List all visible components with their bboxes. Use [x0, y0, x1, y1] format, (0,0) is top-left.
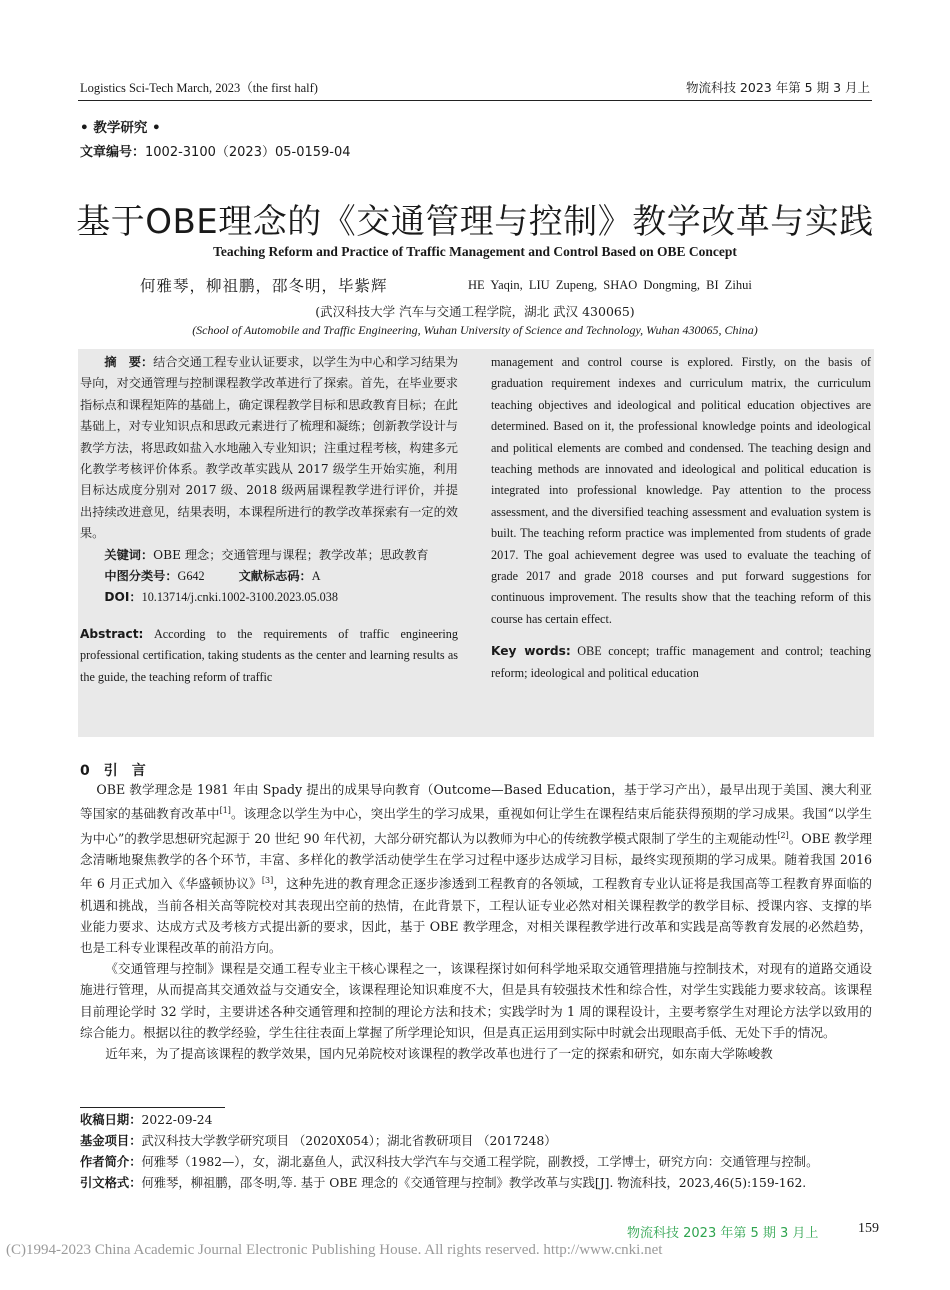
keywords-cn: 关键词：OBE 理念；交通管理与课程；教学改革；思政教育: [104, 547, 429, 562]
paper-title-en: Teaching Reform and Practice of Traffic Management and Control Based on OBE Concept: [213, 244, 737, 259]
paper-title: 基于OBE理念的《交通管理与控制》教学改革与实践: [76, 202, 874, 242]
authors-en: HE Yaqin, LIU Zupeng, SHAO Dongming, BI Zihui: [468, 278, 752, 292]
abstract-en-cont: management and control course is explored. Firstly, on the basis of graduation requirement indexes and curriculum matrix, the curriculum teaching objectives and ideological and political education objectives are determined. Based on it, the professional knowledge points and ideological and political elements are combed and condensed. The teaching design and teaching methods are innovated and ideological and political education is integrated into professional knowledge. Pay attention to the process assessment, and the diversified teaching assessment and evaluation system is built. The teaching reform practice was implemented from students of grade 2017. The goal achievement degree was used to evaluate the teaching of grade 2017 and grade 2018 courses and put forward suggestions for continuous improvement. The results show that the teaching reform of this course has certain effect.: [491, 355, 871, 626]
footer-journal: 物流科技 2023 年第 5 期 3 月上: [627, 1226, 819, 1241]
paragraph-1: OBE 教学理念是 1981 年由 Spady 提出的成果导向教育（Outcome—Based Education，基于学习产出），最早出现于美国、澳大利亚等国家的基础教育改革中[1]。该理念以学生为中心，突出学生的学习成果，重视如何让学生在课程结束后能获得预期的学习成果。我国“以学生为中心”的教学思想研究起源于 20 世纪 90 年代初，大部分研究都认为以教师为中心的传统教学模式限制了学生的主观能动性[2]。OBE 教学理念清晰地聚焦教学的各个环节，丰富、多样化的教学活动使学生在学习过程中逐步达成学习目标，最终实现预期的学习成果。随着我国 2016 年 6 月正式加入《华盛顿协议》[3]，这种先进的教育理念正逐步渗透到工程教育的各领域，工程教育专业认证将是我国高等工程教育界面临的机遇和挑战，当前各相关高等院校对其表现出空前的热情，在此背景下，工程认证专业必然对相关课程教学的教学目标、授课内容、支撑的毕业能力要求、达成方式及考核方式提出新的要求，因此，基于 OBE 教学理念，对相关课程教学进行改革和实践是高等教育发展的必然趋势，也是工科专业课程改革的前沿方向。: [80, 782, 872, 955]
section-heading: 0 引 言: [80, 763, 146, 779]
abstract-right-column: [491, 352, 871, 684]
footnotes: [80, 1107, 872, 1194]
abstract-en-start: Abstract: According to the requirements of traffic engineering professional certification, taking students as the center and learning results as the guide, the teaching reform of traffic: [80, 626, 458, 684]
fund-info: 基金项目：武汉科技大学教学研究项目 （2020X054）；湖北省教研项目 （2017248）: [80, 1134, 557, 1148]
received-date: 收稿日期：2022-09-24: [80, 1113, 213, 1127]
classification: 中图分类号：G642 文献标志码：A: [104, 569, 321, 584]
author-bio: 作者简介：何雅琴（1982—），女，湖北嘉鱼人，武汉科技大学汽车与交通工程学院，副教授，工学博士，研究方向：交通管理与控制。: [80, 1155, 819, 1169]
copyright-line: (C)1994-2023 China Academic Journal Electronic Publishing House. All rights reserved. http://www.cnki.net: [6, 1242, 663, 1258]
paragraph-3: 近年来，为了提高该课程的教学效果，国内兄弟院校对该课程的教学改革也进行了一定的探索和研究，如东南大学陈峻教: [105, 1046, 773, 1061]
authors-cn: 何雅琴，柳祖鹏，邵冬明，毕紫辉: [140, 277, 388, 295]
header-rule: [78, 100, 872, 101]
keywords-en: Key words: OBE concept; traffic management and control; teaching reform; ideological and political education: [491, 644, 871, 680]
citation-format: 引文格式：何雅琴，柳祖鹏，邵冬明,等. 基于 OBE 理念的《交通管理与控制》教学改革与实践[J]. 物流科技，2023,46(5):159-162.: [80, 1176, 807, 1190]
running-header-right: 物流科技 2023 年第 5 期 3 月上: [685, 80, 870, 95]
abstract-left-column: [80, 352, 458, 688]
abstract-cn: 摘 要：结合交通工程专业认证要求，以学生为中心和学习结果为导向，对交通管理与控制课程教学改革进行了探索。首先，在毕业要求指标点和课程矩阵的基础上，确定课程教学目标和思政教育目标；在此基础上，对专业知识点和思政元素进行了梳理和凝练；创新教学设计与教学方法，将思政如盐入水地融入专业知识；注重过程考核，构建多元化教学考核评价体系。教学改革实践从 2017 级学生开始实施，利用目标达成度分别对 2017 级、2018 级两届课程教学进行评价，并提出持续改进意见，结果表明，本课程所进行的教学改革探索有一定的效果。: [80, 355, 459, 541]
running-header-left: Logistics Sci-Tech March, 2023（the first half): [80, 81, 318, 95]
doi: DOI：10.13714/j.cnki.1002-3100.2023.05.038: [104, 590, 338, 605]
affiliation-cn: (武汉科技大学 汽车与交通工程学院，湖北 武汉 430065): [315, 304, 635, 319]
paragraph-2: 《交通管理与控制》课程是交通工程专业主干核心课程之一，该课程探讨如何科学地采取交通管理措施与控制技术，对现有的道路交通设施进行管理，从而提高其交通效益与交通安全，该课程理论知识难度不大，但是具有较强技术性和综合性，对学生实践能力要求较高。该课程目前理论学时 32 学时，主要讲述各种交通管理和控制的理论方法和技术；实践学时为 1 周的课程设计，主要考察学生对理论方法学以致用的综合能力。根据以往的教学经验，学生往往表面上掌握了所学理论知识，但是真正运用到实际中时就会出现眼高手低、无处下手的情况。: [80, 961, 872, 1040]
footnote-rule: [80, 1107, 225, 1108]
column-category: • 教学研究 •: [80, 120, 161, 136]
article-number: 文章编号：1002-3100（2023）05-0159-04: [80, 145, 351, 160]
page-number: 159: [858, 1221, 879, 1236]
body-text: [80, 779, 872, 1064]
affiliation-en: (School of Automobile and Traffic Engineering, Wuhan University of Science and Technology, Wuhan 430065, China): [192, 323, 758, 337]
